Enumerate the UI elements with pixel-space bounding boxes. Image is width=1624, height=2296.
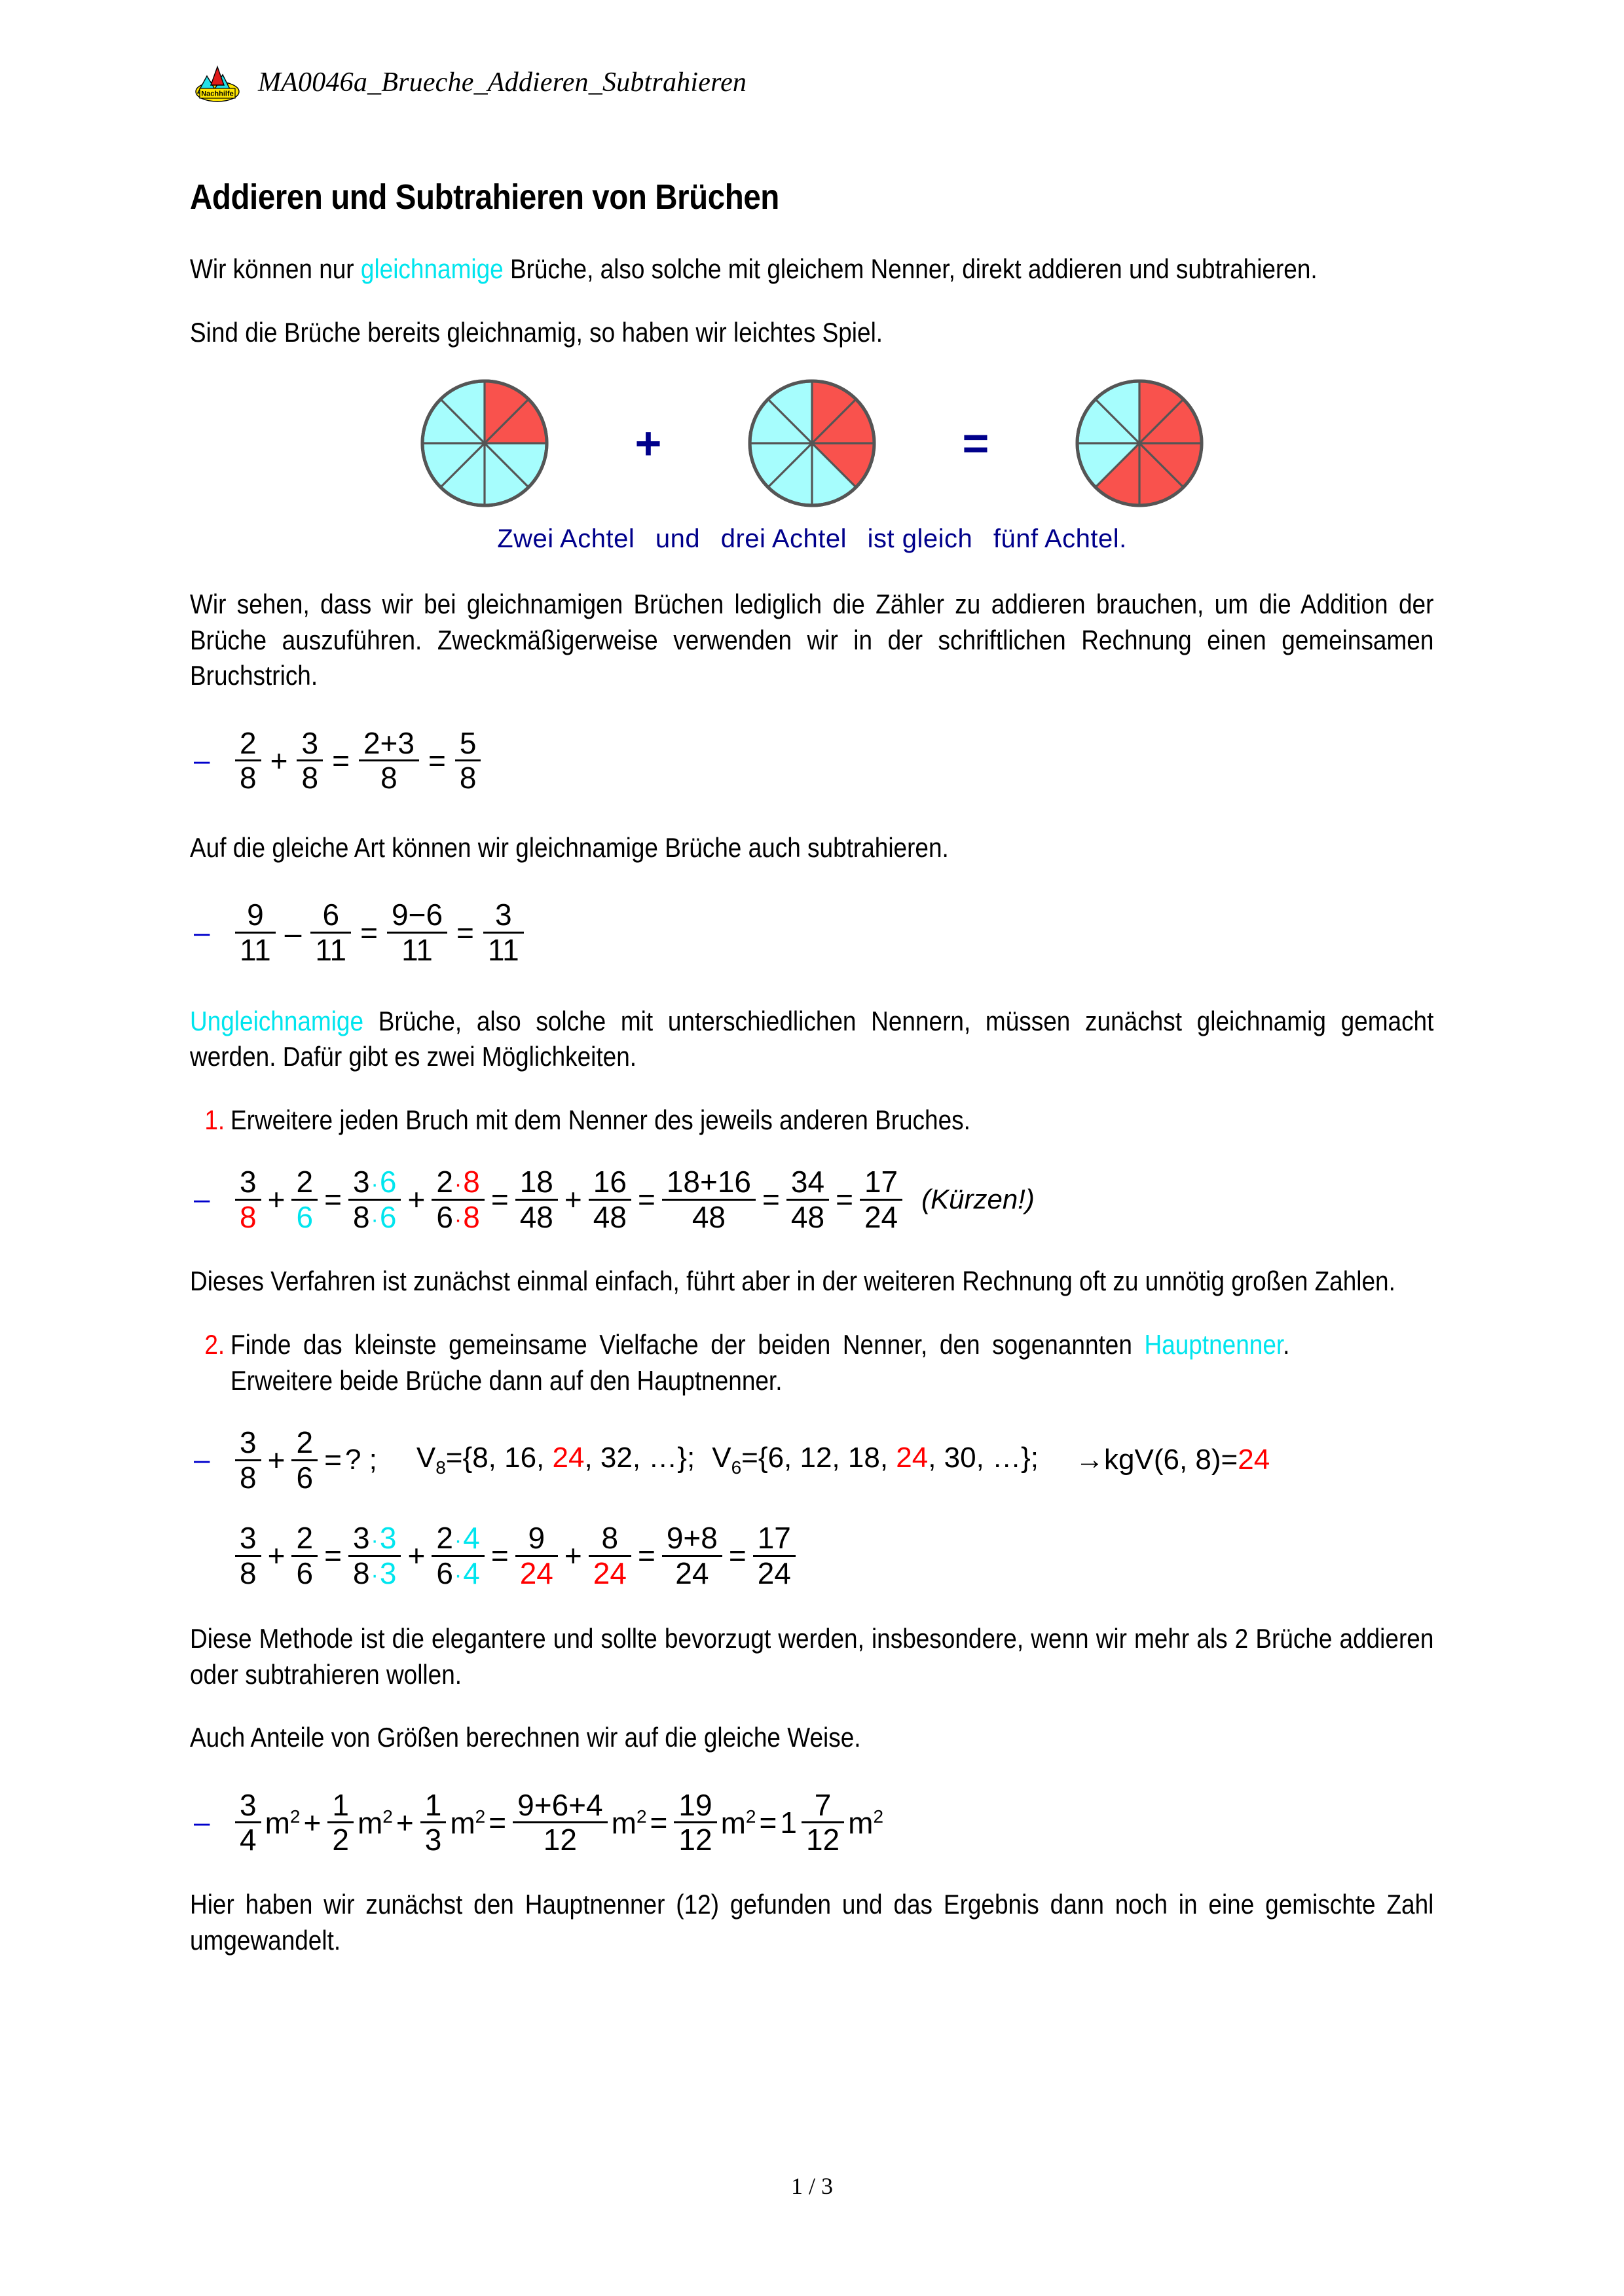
op-equals-2: = — [490, 1539, 509, 1573]
paragraph-ungleichnamige — [190, 1004, 1433, 1075]
kgv-result: 24 — [1238, 1444, 1270, 1476]
footer-page-number: 1 / 3 — [790, 2173, 833, 2199]
fraction-2-6: $\frac{2}{6}$ — [291, 1426, 318, 1495]
paragraph-intro — [190, 251, 1433, 287]
caption-part-1: Zwei Achtel — [497, 524, 635, 554]
fraction-3-8: $\frac{3}{8}$ — [297, 727, 323, 795]
fraction-34-48: $\frac{34}{48}$ — [786, 1165, 829, 1234]
unit-m2-6: $m^2$ — [848, 1806, 884, 1840]
text-p1b: Brüche, also solche mit gleichem Nenner, direkt addieren und subtrahieren. — [503, 253, 1318, 284]
op-equals-2: = — [650, 1805, 668, 1840]
fraction-1-3: $\frac{1}{3}$ — [420, 1789, 447, 1857]
document-content — [190, 177, 1434, 1986]
op-equals-1: = — [332, 743, 350, 778]
highlight-gleichnamige: gleichnamige — [360, 253, 504, 284]
op-equals-3: = — [637, 1539, 655, 1573]
paragraph-methode-eleganter: Diese Methode ist die elegantere und sollte bevorzugt werden, insbesondere, wenn wir mehr als 2 Brüche addieren oder subtrahieren wollen. — [190, 1623, 1434, 1690]
paragraph-subtract-same: Auf die gleiche Art können wir gleichnamige Brüche auch subtrahieren. — [190, 831, 949, 863]
fraction-3-8-red: $\frac{3}{8}$ — [235, 1165, 261, 1234]
kgv-equals: = — [1221, 1444, 1238, 1476]
fraction-sum-24: $\frac{9+8}{24}$ — [662, 1522, 722, 1590]
unknown-question-mark: ? ; — [344, 1444, 377, 1476]
paragraph-easy: Sind die Brüche bereits gleichnamig, so haben wir leichtes Spiel. — [190, 316, 883, 348]
nachhilfe-logo — [194, 63, 241, 102]
op-equals: = — [324, 1443, 342, 1478]
page-title: Addieren und Subtrahieren von Brüchen — [190, 177, 779, 217]
pie-figure-caption — [190, 524, 1434, 554]
op-plus: + — [270, 743, 288, 778]
list-number-1: 1. — [204, 1104, 225, 1135]
op-equals-1: = — [324, 1539, 342, 1573]
equation-bullet: – — [194, 1183, 210, 1216]
list-item — [190, 1102, 1434, 1139]
fraction-9-11: $\frac{9}{11}$ — [235, 898, 276, 967]
fraction-3x6-over-8x6: $\frac{3\cdot 6}{8\cdot 6}$ — [348, 1165, 401, 1234]
fraction-2-6-cyan: $\frac{2}{6}$ — [291, 1165, 318, 1234]
op-minus: – — [284, 915, 302, 950]
mixed-number-integer: 1 — [780, 1805, 797, 1840]
op-plus-3: + — [564, 1182, 582, 1217]
multiples-of-6-label: $V_6=\{6$, 12, 18, 24, 30, …}; — [712, 1441, 1039, 1478]
fraction-18-48: $\frac{18}{48}$ — [515, 1165, 558, 1234]
list-number-2: 2. — [204, 1328, 225, 1360]
op-equals-3: = — [759, 1805, 777, 1840]
paragraph-anteile-groessen: Auch Anteile von Größen berechnen wir auf die gleiche Weise. — [190, 1722, 861, 1753]
fraction-5-8: $\frac{5}{8}$ — [455, 727, 481, 795]
plus-operator: + — [635, 418, 662, 469]
unit-m2-5: $m^2$ — [720, 1806, 756, 1840]
fraction-3-4: $\frac{3}{4}$ — [235, 1789, 261, 1857]
equation-area-fractions — [190, 1783, 1434, 1862]
equation-lcm-expand — [190, 1516, 1434, 1595]
op-plus: + — [267, 1443, 286, 1478]
fraction-3-8: $\frac{3}{8}$ — [235, 1522, 261, 1590]
op-equals-2: = — [490, 1182, 509, 1217]
fraction-sum-8: $\frac{2+3}{8}$ — [359, 727, 419, 795]
caption-part-2: und — [655, 524, 701, 554]
op-equals-4: = — [728, 1539, 747, 1573]
op-plus-3: + — [564, 1539, 582, 1573]
op-equals-1: = — [489, 1805, 507, 1840]
fraction-sum-48: $\frac{18+16}{48}$ — [662, 1165, 756, 1234]
header-document-name: MA0046a_Brueche_Addieren_Subtrahieren — [258, 67, 747, 98]
fraction-17-24: $\frac{17}{24}$ — [753, 1522, 796, 1590]
caption-part-5: fünf Achtel. — [993, 524, 1127, 554]
fraction-2x4-over-6x4: $\frac{2\cdot 4}{6\cdot 4}$ — [432, 1522, 485, 1590]
unit-m2-1: $m^2$ — [265, 1806, 301, 1840]
fraction-2x8-over-6x8: $\frac{2\cdot 8}{6\cdot 8}$ — [432, 1165, 485, 1234]
equation-add-eighths — [190, 721, 1434, 800]
fraction-2-8: $\frac{2}{8}$ — [235, 727, 261, 795]
unit-m2-2: $m^2$ — [357, 1806, 393, 1840]
text-p1a: Wir können nur — [190, 253, 361, 284]
text-item2a: Finde das kleinste gemeinsame Vielfache der beiden Nenner, den sogenannten — [231, 1328, 1145, 1360]
op-plus-1: + — [303, 1805, 322, 1840]
pie-two-eighths — [386, 378, 583, 509]
list-text-2 — [231, 1327, 1289, 1398]
fraction-3x3-over-8x3: $\frac{3\cdot 3}{8\cdot 3}$ — [348, 1522, 401, 1590]
fraction-19-12: $\frac{19}{12}$ — [674, 1789, 716, 1857]
highlight-ungleichnamige: Ungleichnamige — [190, 1005, 364, 1036]
op-plus-1: + — [267, 1539, 286, 1573]
equals-operator: = — [962, 418, 989, 469]
fraction-1-2: $\frac{1}{2}$ — [327, 1789, 354, 1857]
fraction-3-8: $\frac{3}{8}$ — [235, 1426, 261, 1495]
lcm-highlight-24-a: 24 — [552, 1441, 585, 1474]
fraction-17-24: $\frac{17}{24}$ — [860, 1165, 902, 1234]
equation-bullet: – — [194, 744, 210, 776]
unit-m2-4: $m^2$ — [611, 1806, 647, 1840]
pie-three-eighths — [714, 378, 910, 509]
arrow-icon: → — [1075, 1444, 1104, 1476]
fraction-sum-12: $\frac{9+6+4}{12}$ — [513, 1789, 607, 1857]
equation-bullet: – — [194, 1444, 210, 1476]
op-equals-2: = — [428, 743, 446, 778]
op-equals-1: = — [324, 1182, 342, 1217]
unit-m2-3: $m^2$ — [450, 1806, 486, 1840]
op-equals-2: = — [456, 915, 474, 950]
fraction-3-11: $\frac{3}{11}$ — [483, 898, 524, 967]
fraction-7-12: $\frac{7}{12}$ — [802, 1789, 844, 1857]
op-equals-4: = — [762, 1182, 780, 1217]
paragraph-hauptnenner-gefunden: Hier haben wir zunächst den Hauptnenner (12) gefunden und das Ergebnis dann noch in eine gemischte Zahl umgewandelt. — [190, 1888, 1434, 1956]
pie-five-eighths — [1041, 378, 1238, 509]
op-equals-3: = — [637, 1182, 655, 1217]
document-header — [194, 63, 747, 102]
equation-note-kuerzen: (Kürzen!) — [921, 1184, 1035, 1215]
op-plus-2: + — [396, 1805, 414, 1840]
op-plus-1: + — [267, 1182, 286, 1217]
list-text-1: Erweitere jeden Bruch mit dem Nenner des jeweils anderen Bruches. — [231, 1104, 970, 1135]
op-equals-1: = — [360, 915, 378, 950]
svg-text:Nachhilfe: Nachhilfe — [201, 90, 234, 98]
multiples-of-8-label: $V_8=\{8$, 16, 24, 32, …}; — [416, 1441, 695, 1478]
fraction-2-6: $\frac{2}{6}$ — [291, 1522, 318, 1590]
fraction-diff-11: $\frac{9-6}{11}$ — [387, 898, 447, 967]
paragraph-verfahren-einfach: Dieses Verfahren ist zunächst einmal einfach, führt aber in der weiteren Rechnung oft zu unnötig großen Zahlen. — [190, 1266, 1395, 1297]
kgv-expression: kgV(6, 8) — [1104, 1444, 1221, 1476]
caption-part-3: drei Achtel — [720, 524, 847, 554]
pie-figure — [190, 378, 1434, 509]
fraction-6-11: $\frac{6}{11}$ — [310, 898, 351, 967]
equation-bullet: – — [194, 1806, 210, 1838]
lcm-highlight-24-b: 24 — [896, 1441, 929, 1474]
equation-subtract-elevenths — [190, 894, 1434, 972]
op-equals-5: = — [836, 1182, 853, 1217]
op-plus-2: + — [407, 1539, 426, 1573]
equation-bullet: – — [194, 916, 210, 949]
text-item2b: . Erweitere beide Brüche dann auf den Hauptnenner. — [231, 1328, 1290, 1396]
highlight-hauptnenner: Hauptnenner — [1144, 1328, 1283, 1360]
fraction-9-24: $\frac{9}{24}$ — [515, 1522, 558, 1590]
text-p5b: Brüche, also solche mit unterschiedlichen Nennern, müssen zunächst gleichnamig gemacht werden. Dafür gibt es zwei Möglichkeiten. — [190, 1005, 1434, 1072]
paragraph-zaehler-addieren: Wir sehen, dass wir bei gleichnamigen Brüchen lediglich die Zähler zu addieren brauchen, um die Addition der Brüche auszuführen. Zweckmäßigerweise verwenden wir in der schriftlichen Rechnung einen gemeinsamen Bruchstrich. — [190, 589, 1434, 691]
caption-part-4: ist gleich — [867, 524, 973, 554]
op-plus-2: + — [407, 1182, 426, 1217]
list-item — [190, 1327, 1434, 1398]
fraction-16-48: $\frac{16}{48}$ — [589, 1165, 631, 1234]
fraction-8-24: $\frac{8}{24}$ — [589, 1522, 631, 1590]
equation-cross-multiply — [190, 1160, 1434, 1239]
equation-lcm-search — [190, 1421, 1434, 1499]
